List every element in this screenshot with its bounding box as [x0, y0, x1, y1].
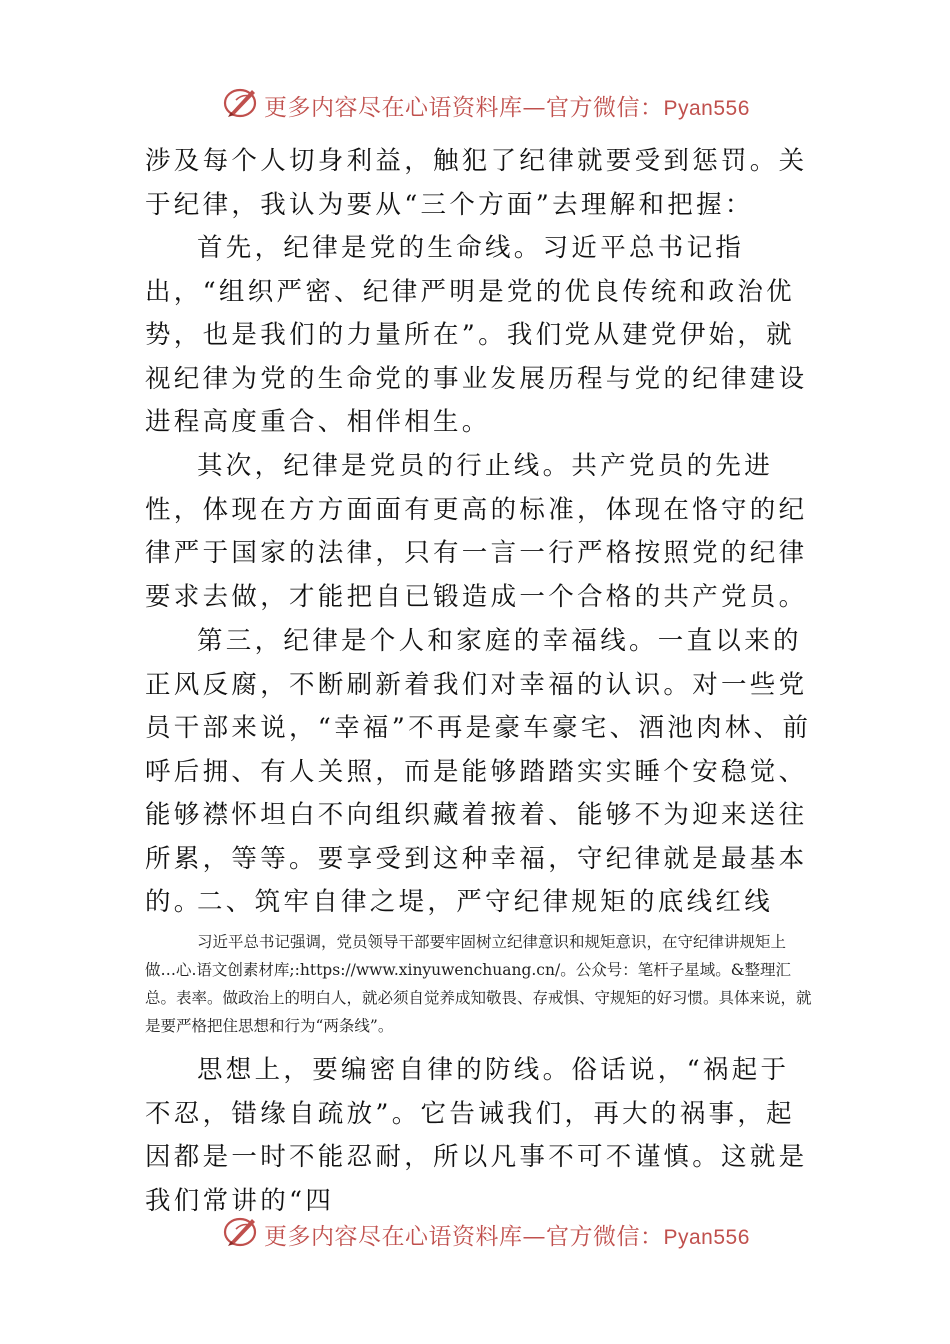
quill-logo-icon: [222, 84, 260, 120]
footer-banner-text: [264, 1218, 750, 1251]
section-heading: 二、筑牢自律之堤，严守纪律规矩的底线红线: [197, 887, 774, 917]
paragraph-discipline-conduct: 其次，纪律是党员的行止线。共产党员的先进性，体现在方方面面有更高的标准，体现在恪守的纪律严于国家的法律，只有一言一行严格按照党的纪律要求去做，才能把自已锻造成一个合格的共产党员。: [145, 451, 808, 612]
paragraph-continuation: 涉及每个人切身利益，触犯了纪律就要受到惩罚。关于纪律，我认为要从“三个方面”去理解和把握：: [145, 146, 808, 220]
footer-banner: [0, 1209, 950, 1253]
paragraph-self-discipline: 思想上，要编密自律的防线。俗话说，“祸起于不忍，错缘自疏放”。它告诫我们，再大的祸事，起因都是一时不能忍耐，所以凡事不可不谨慎。这就是我们常讲的“四: [145, 1055, 808, 1216]
header-banner-label: 更多内容尽在心语资料库—官方微信：: [264, 95, 664, 121]
quill-logo-icon: [222, 1213, 260, 1249]
header-wechat-id: Pyan556: [663, 97, 750, 120]
paragraph-discipline-lifeline: 首先，纪律是党的生命线。习近平总书记指出，“组织严密、纪律严明是党的优良传统和政治优势，也是我们的力量所在”。我们党从建党伊始，就视纪律为党的生命党的事业发展历程与党的纪律建设进程高度重合、相伴相生。: [145, 233, 808, 437]
small-print-paragraph: 习近平总书记强调，党员领导干部要牢固树立纪律意识和规矩意识，在守纪律讲规矩上做…心.语文创素材库;:https://www.xinyuwenchuang.cn/。公众号：笔杆子星域。&整理汇总。表率。做政治上的明白人，就必须自觉养成知敬畏、存戒惧、守规矩的好习惯。具体来说，就是要严格把住思想和行为“两条线”。: [145, 933, 812, 1035]
paragraph-discipline-happiness: 第三，纪律是个人和家庭的幸福线。一直以来的正风反腐，不断刷新着我们对幸福的认识。对一些党员干部来说，“幸福”不再是豪车豪宅、酒池肉林、前呼后拥、有人关照，而是能够踏踏实实睡个安稳觉、能够襟怀坦白不向组织藏着掖着、能够不为迎来送往所累，等等。要享受到这种幸福，守纪律就是最基本的。: [145, 626, 812, 917]
footer-banner-label: 更多内容尽在心语资料库—官方微信：: [264, 1224, 664, 1250]
header-banner-text: [264, 89, 750, 122]
footer-wechat-id: Pyan556: [663, 1226, 750, 1249]
header-banner: [0, 80, 950, 124]
